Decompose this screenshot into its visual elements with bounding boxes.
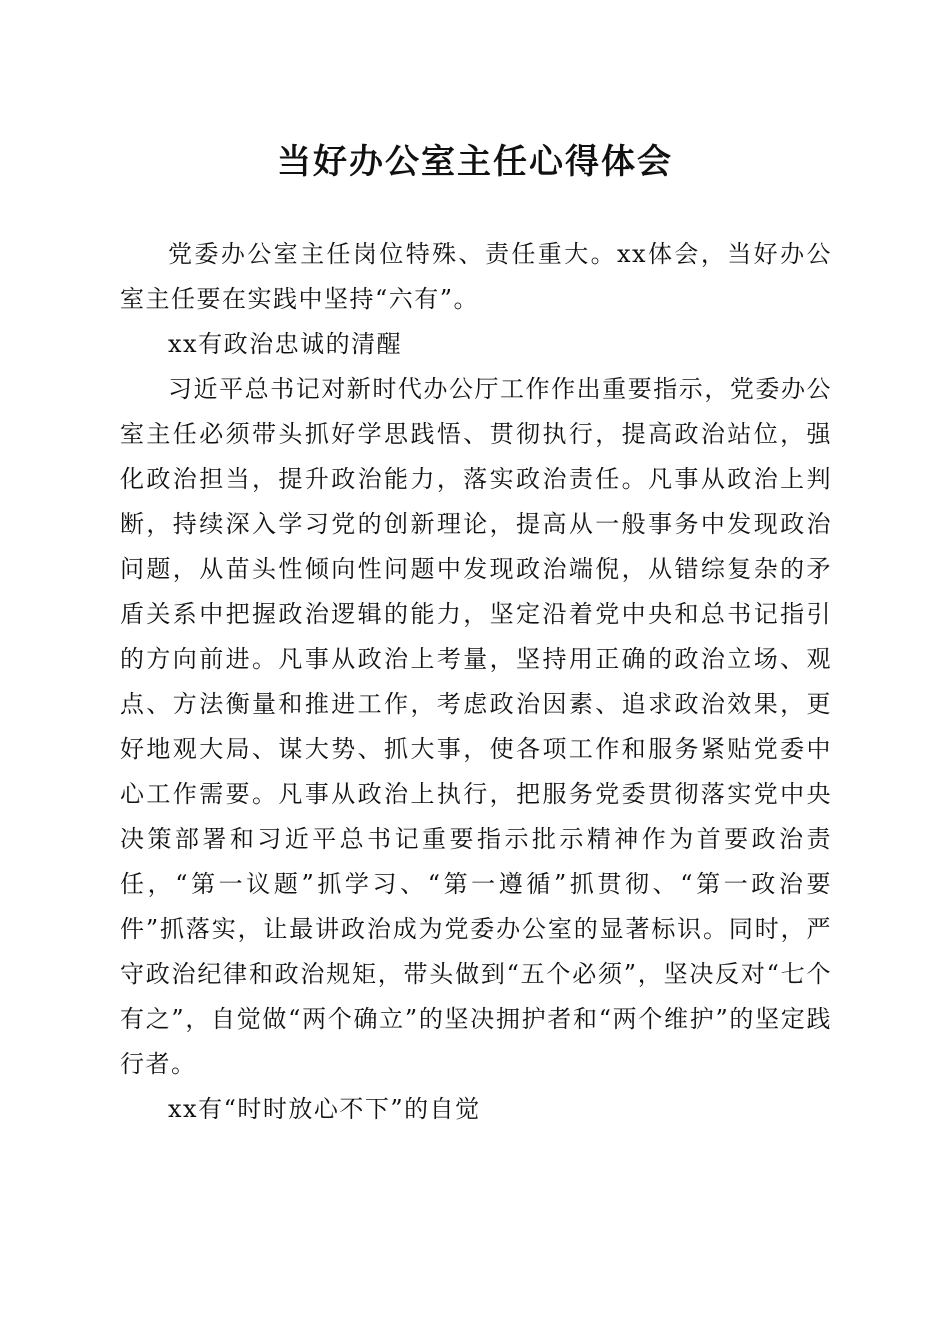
section-heading-1: xx有政治忠诚的清醒 <box>168 330 403 358</box>
body-paragraph: 习近平总书记对新时代办公厅工作作出重要指示，党委办公室主任必须带头抓好学思践悟、贯彻执行，提高政治站位，强化政治担当，提升政治能力，落实政治责任。凡事从政治上判断，持续深入学习党的创新理论，提高从一般事务中发现政治问题，从苗头性倾向性问题中发现政治端倪，从错综复杂的矛盾关系中把握政治逻辑的能力，坚定沿着党中央和总书记指引的方向前进。凡事从政治上考量，坚持用正确的政治立场、观点、方法衡量和推进工作，考虑政治因素、追求政治效果，更好地观大局、谋大势、抓大事，使各项工作和服务紧贴党委中心工作需要。凡事从政治上执行，把服务党委贯彻落实党中央决策部署和习近平总书记重要指示批示精神作为首要政治责任，“第一议题”抓学习、“第一遵循”抓贯彻、“第一政治要件”抓落实，让最讲政治成为党委办公室的显著标识。同时，严守政治纪律和政治规矩，带头做到“五个必须”，坚决反对“七个有之”，自觉做“两个确立”的坚决拥护者和“两个维护”的坚定践行者。 <box>120 375 832 1078</box>
section-heading-2: xx有“时时放心不下”的自觉 <box>168 1095 481 1123</box>
document-body <box>120 232 832 1132</box>
document-title: 当好办公室主任心得体会 <box>277 142 673 182</box>
intro-paragraph: 党委办公室主任岗位特殊、责任重大。xx体会，当好办公室主任要在实践中坚持“六有”。 <box>120 240 832 313</box>
